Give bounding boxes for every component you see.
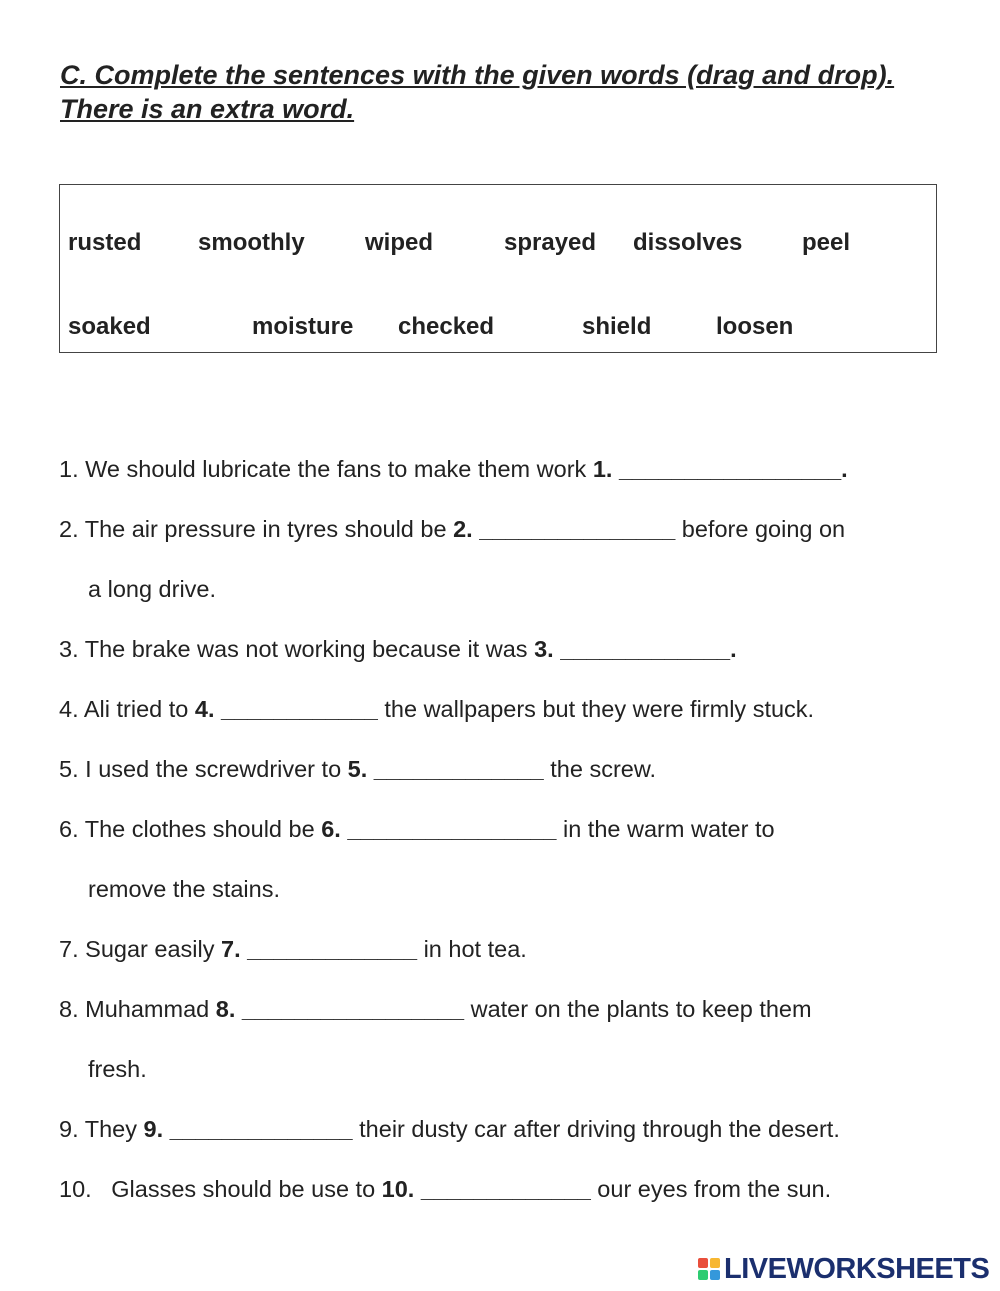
question-number: 7. (59, 936, 79, 962)
word-loosen[interactable]: loosen (716, 313, 794, 340)
question-text-after: in the warm water to (556, 816, 775, 842)
question-2 (59, 515, 845, 543)
question-number: 10. (59, 1176, 92, 1202)
word-dissolves[interactable]: dissolves (633, 229, 743, 256)
question-number: 8. (59, 996, 79, 1022)
answer-blank-8[interactable]: _________________ (235, 996, 465, 1022)
question-text-after: the screw. (543, 756, 657, 782)
answer-blank-10[interactable]: _____________ (414, 1176, 591, 1202)
question-9 (59, 1115, 840, 1143)
question-6 (59, 815, 775, 843)
question-number: 3. (59, 636, 79, 662)
answer-blank-7[interactable]: _____________ (240, 936, 418, 962)
question-text: The clothes should be (84, 816, 322, 842)
answer-blank-1[interactable]: _________________. (612, 456, 848, 482)
question-text-after: our eyes from the sun. (590, 1176, 832, 1202)
word-soaked[interactable]: soaked (68, 313, 151, 340)
answer-blank-5[interactable]: _____________ (367, 756, 544, 782)
question-text-after: the wallpapers but they were firmly stuck. (377, 696, 815, 722)
answer-blank-9[interactable]: ______________ (163, 1116, 353, 1142)
word-rusted[interactable]: rusted (68, 229, 142, 256)
question-7 (59, 935, 527, 963)
blank-label: 1. (592, 456, 613, 482)
question-2-continuation: a long drive. (88, 576, 217, 602)
word-bank (59, 184, 937, 353)
question-text: The air pressure in tyres should be (84, 516, 454, 542)
question-text: Ali tried to (83, 696, 195, 722)
question-number: 9. (59, 1116, 79, 1142)
question-6-continuation: remove the stains. (88, 876, 281, 902)
question-text-after: in hot tea. (417, 936, 527, 962)
word-wiped[interactable]: wiped (365, 229, 434, 256)
answer-blank-3[interactable]: _____________. (553, 636, 737, 662)
question-number: 4. (59, 696, 79, 722)
question-text: The brake was not working because it was (84, 636, 535, 662)
logo-text: LIVEWORKSHEETS (724, 1252, 990, 1285)
word-moisture[interactable]: moisture (252, 313, 354, 340)
question-number: 2. (59, 516, 79, 542)
answer-blank-2[interactable]: _______________ (472, 516, 676, 542)
blank-label: 5. (347, 756, 368, 782)
question-text: Muhammad (85, 996, 216, 1022)
question-text: I used the screwdriver to (85, 756, 348, 782)
word-smoothly[interactable]: smoothly (198, 229, 305, 256)
question-4 (59, 695, 814, 723)
blank-label: 4. (194, 696, 215, 722)
question-1 (59, 455, 848, 483)
question-number: 5. (59, 756, 79, 782)
word-checked[interactable]: checked (398, 313, 495, 340)
question-text-after: water on the plants to keep them (464, 996, 812, 1022)
blank-label: 2. (453, 516, 473, 542)
question-text-after: before going on (675, 516, 846, 542)
blank-label: 6. (321, 816, 341, 842)
answer-blank-4[interactable]: ____________ (214, 696, 378, 722)
question-text-after: their dusty car after driving through the desert. (352, 1116, 840, 1142)
blank-label: 8. (215, 996, 236, 1022)
question-5 (59, 755, 656, 783)
question-number: 6. (59, 816, 79, 842)
answer-blank-6[interactable]: ________________ (340, 816, 557, 842)
word-shield[interactable]: shield (582, 313, 652, 340)
question-text: Glasses should be use to (91, 1176, 382, 1202)
question-text: We should lubricate the fans to make them work (85, 456, 593, 482)
blank-label: 3. (534, 636, 554, 662)
word-peel[interactable]: peel (802, 229, 851, 256)
liveworksheets-logo-icon (698, 1258, 720, 1280)
question-text: Sugar easily (85, 936, 221, 962)
question-8 (59, 995, 812, 1023)
question-3 (59, 635, 737, 663)
question-number: 1. (59, 456, 79, 482)
blank-label: 10. (381, 1176, 415, 1202)
question-text: They (84, 1116, 144, 1142)
liveworksheets-logo[interactable] (698, 1252, 989, 1286)
blank-label: 9. (143, 1116, 164, 1142)
word-sprayed[interactable]: sprayed (504, 229, 597, 256)
question-10 (59, 1175, 831, 1203)
exercise-title: C. Complete the sentences with the given words (drag and drop). There is an extra word. (60, 60, 895, 124)
blank-label: 7. (221, 936, 241, 962)
question-8-continuation: fresh. (88, 1056, 147, 1082)
